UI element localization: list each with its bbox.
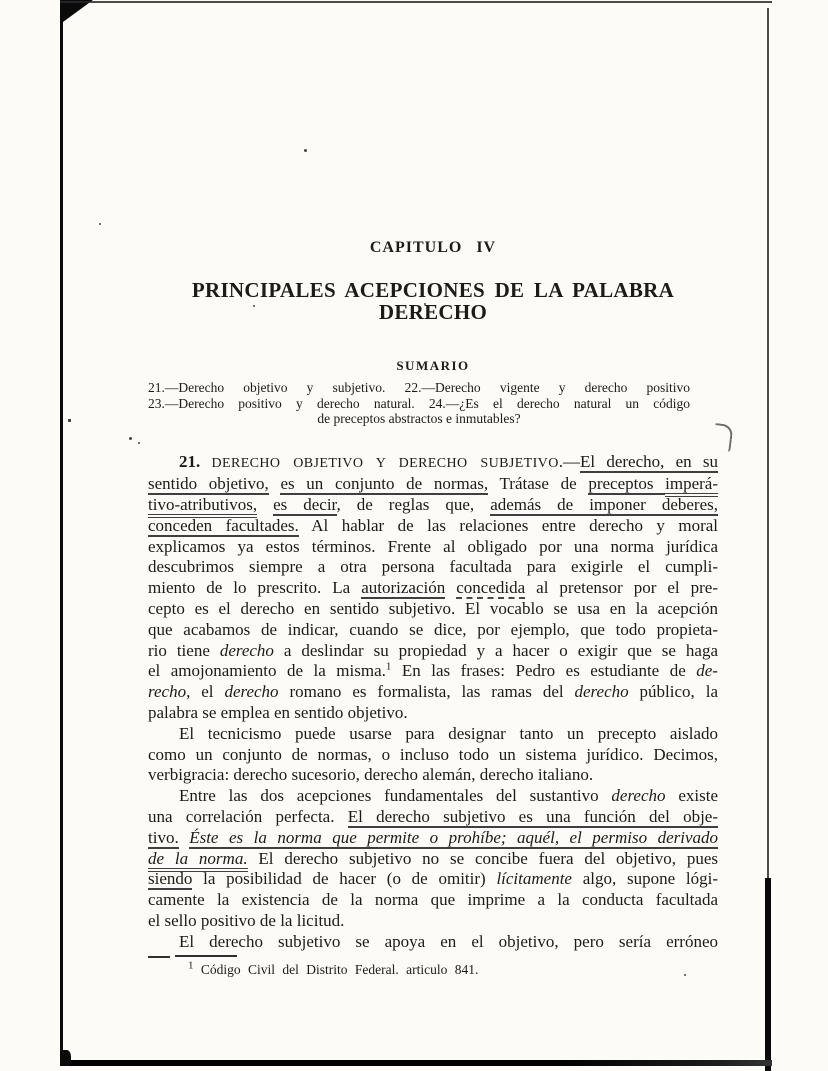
footnote	[148, 959, 718, 977]
text-line: descubrimos siempre a otra persona facultada para exigirle el cumpli-	[148, 557, 718, 577]
footnote-text: Código Civil del Distrito Federal. articulo 841.	[193, 961, 479, 977]
scan-border-right	[767, 8, 769, 880]
text-line: tivo-atributivos, es decir, de reglas que, además de imponer deberes,	[148, 495, 718, 516]
text-line: El tecnicismo puede usarse para designar tanto un precepto aislado	[179, 723, 718, 743]
scan-border-right-lower	[765, 878, 771, 1071]
text-line: Entre las dos acepciones fundamentales del sustantivo derecho existe	[179, 786, 718, 806]
sumario-line: 23.—Derecho positivo y derecho natural. 24.—¿Es el derecho natural un código	[148, 395, 690, 411]
text-line: camente la existencia de la norma que imprime a la conducta facultada	[148, 890, 718, 910]
text-line: que acabamos de indicar, cuando se dice, por ejemplo, que todo propieta-	[148, 619, 718, 639]
scan-border-bottom	[60, 1060, 772, 1066]
text-line: rio tiene derecho a deslindar su propiedad y a hacer o exigir que se haga	[148, 640, 718, 660]
sumario-heading: SUMARIO	[396, 358, 470, 373]
sumario-line: 21.—Derecho objetivo y subjetivo. 22.—Derecho vigente y derecho positivo	[148, 380, 690, 395]
text-line: explicamos ya estos términos. Frente al obligado por una norma jurídica	[148, 536, 718, 556]
page-title: PRINCIPALES ACEPCIONES DE LA PALABRA DERECHO	[191, 278, 675, 324]
scan-speck	[99, 223, 101, 225]
footnote-divider-segment	[175, 955, 237, 957]
chapter-heading: CAPITULO IV	[369, 239, 497, 256]
text-line: conceden facultades. Al hablar de las relaciones entre derecho y moral	[148, 515, 719, 535]
sumario-line: de preceptos abstractos e inmutables?	[317, 411, 521, 426]
scan-corner-fold	[63, 0, 93, 22]
scan-speck	[68, 419, 71, 422]
scan-speck	[138, 442, 140, 444]
footnote-divider	[148, 954, 718, 958]
scan-speck	[129, 437, 132, 440]
text-line: de la norma. El derecho subjetivo no se concibe fuera del objetivo, pues	[148, 849, 718, 870]
text-line: sentido objetivo, es un conjunto de normas, Trátase de preceptos imperá-	[148, 474, 718, 495]
text-line: siendo la posibilidad de hacer (o de omitir) lícitamente algo, supone lógi-	[148, 869, 718, 889]
scan-border-left	[60, 0, 63, 1064]
text-line: El derecho subjetivo se apoya en el objetivo, pero sería erróneo	[179, 931, 718, 951]
text-line: el amojonamiento de la misma.$^1$ En las frases: Pedro es estudiante de de-	[148, 660, 718, 681]
scan-corner-blob	[60, 1050, 71, 1066]
text-line: verbigracia: derecho sucesorio, derecho alemán, derecho italiano.	[148, 765, 594, 785]
text-line: miento de lo prescrito. La autorización concedida al pretensor por el pre-	[148, 578, 719, 598]
body-paragraph	[148, 724, 718, 786]
text-line: como un conjunto de normas, o incluso todo un sistema jurídico. Decimos,	[148, 744, 718, 764]
footnote-marker: 1	[188, 959, 194, 972]
text-line: tivo. Éste es la norma que permite o prohíbe; aquél, el permiso derivado	[148, 827, 719, 847]
text-line: recho, el derecho romano es formalista, las ramas del derecho público, la	[148, 682, 718, 702]
footnote-divider-segment	[148, 956, 170, 958]
text-line: cepto es el derecho en sentido subjetivo. El vocablo se usa en la acepción	[148, 599, 718, 619]
text-line: 21. DERECHO OBJETIVO Y DERECHO SUBJETIVO.—El derecho, en su	[179, 451, 719, 471]
page-content	[148, 0, 718, 977]
body-paragraph	[148, 452, 718, 724]
text-line: una correlación perfecta. El derecho subjetivo es una función del obje-	[148, 807, 718, 827]
text-line: el sello positivo de la licitud.	[148, 911, 345, 931]
body-paragraph	[148, 932, 718, 953]
body-text	[148, 452, 718, 953]
sumario-block	[148, 380, 690, 427]
body-paragraph	[148, 786, 718, 932]
text-line: palabra se emplea en sentido objetivo.	[148, 703, 408, 723]
